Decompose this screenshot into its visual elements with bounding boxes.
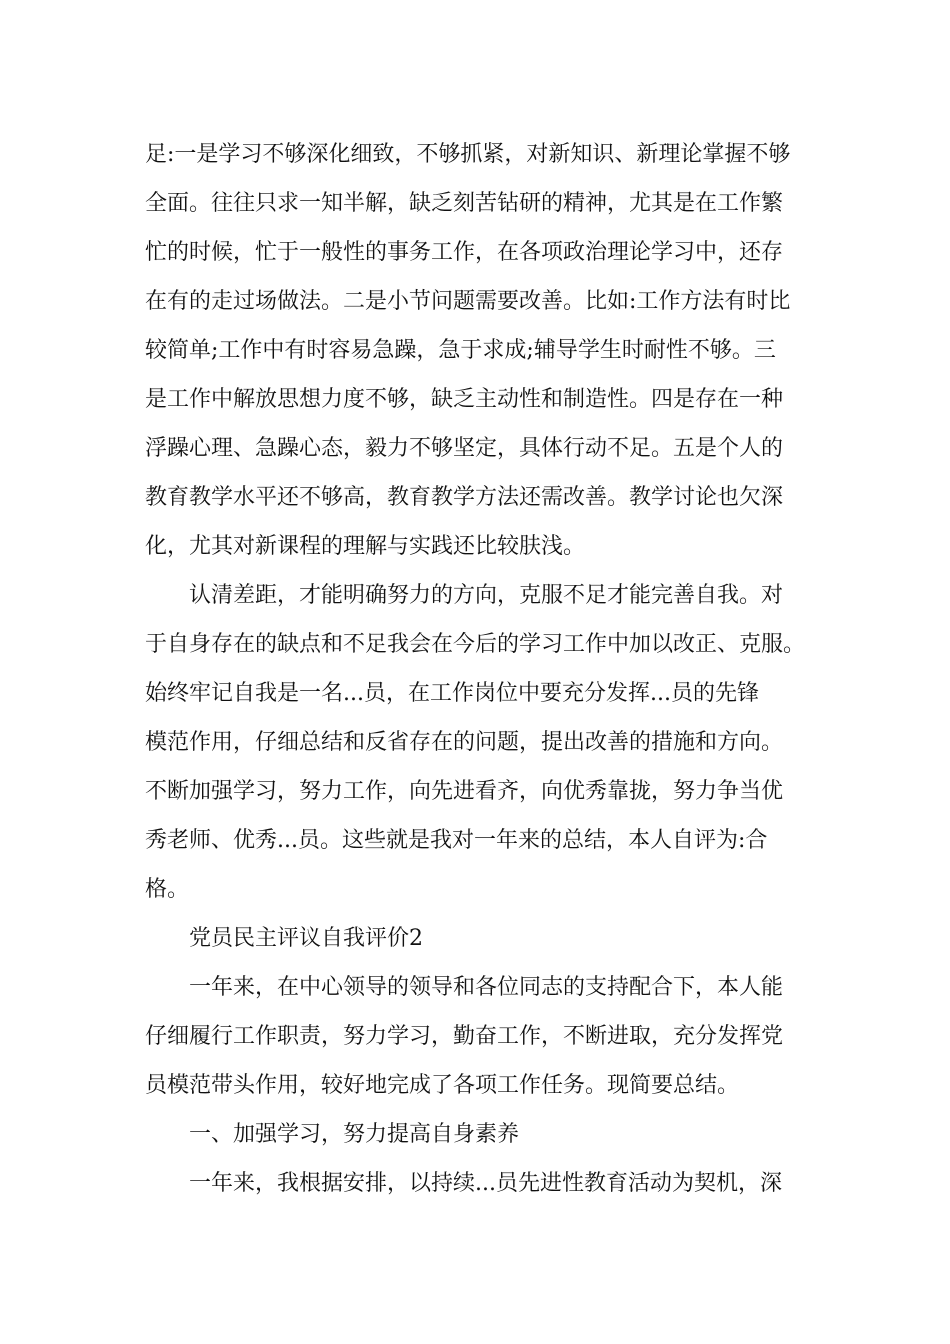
text-line: 不断加强学习，努力工作，向先进看齐，向优秀靠拢，努力争当优	[145, 779, 784, 804]
subsection-heading: 一、加强学习，努力提高自身素养	[189, 1122, 520, 1147]
section-heading: 党员民主评议自我评价2	[189, 926, 423, 951]
text-line: 较简单;工作中有时容易急躁，急于求成;辅导学生时耐性不够。三	[145, 338, 776, 363]
text-line: 秀老师、优秀...员。这些就是我对一年来的总结，本人自评为:合	[145, 828, 768, 853]
text-line: 忙的时候，忙于一般性的事务工作，在各项政治理论学习中，还存	[145, 240, 784, 265]
text-line: 于自身存在的缺点和不足我会在今后的学习工作中加以改正、克服。	[145, 632, 806, 657]
text-line: 化，尤其对新课程的理解与实践还比较肤浅。	[145, 534, 586, 559]
paragraph-start-line: 认清差距，才能明确努力的方向，克服不足才能完善自我。对	[189, 583, 784, 608]
text-line: 模范作用，仔细总结和反省存在的问题，提出改善的措施和方向。	[145, 730, 784, 755]
text-line: 足:一是学习不够深化细致，不够抓紧，对新知识、新理论掌握不够	[145, 142, 791, 167]
text-line: 始终牢记自我是一名...员，在工作岗位中要充分发挥...员的先锋	[145, 681, 759, 706]
text-line: 浮躁心理、急躁心态，毅力不够坚定，具体行动不足。五是个人的	[145, 436, 784, 461]
text-line: 格。	[145, 877, 190, 902]
text-line: 全面。往往只求一知半解，缺乏刻苦钻研的精神，尤其是在工作繁	[145, 191, 784, 216]
text-line: 在有的走过场做法。二是小节问题需要改善。比如:工作方法有时比	[145, 289, 791, 314]
text-line: 是工作中解放思想力度不够，缺乏主动性和制造性。四是存在一种	[145, 387, 784, 412]
document-body	[145, 130, 815, 1208]
paragraph-start-line: 一年来，我根据安排，以持续...员先进性教育活动为契机，深	[189, 1171, 782, 1196]
text-line: 员模范带头作用，较好地完成了各项工作任务。现简要总结。	[145, 1073, 740, 1098]
paragraph-start-line: 一年来，在中心领导的领导和各位同志的支持配合下，本人能	[189, 975, 784, 1000]
text-line: 教育教学水平还不够高，教育教学方法还需改善。教学讨论也欠深	[145, 485, 784, 510]
text-line: 仔细履行工作职责，努力学习，勤奋工作，不断进取，充分发挥党	[145, 1024, 784, 1049]
